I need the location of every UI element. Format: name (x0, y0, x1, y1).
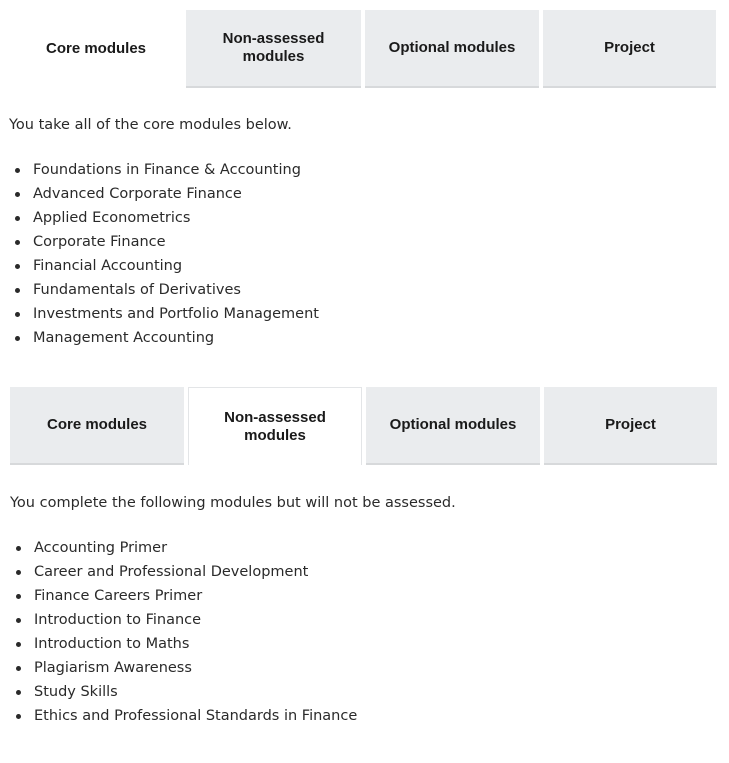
list-item (9, 278, 319, 302)
tab-optional-modules[interactable] (366, 387, 540, 465)
bullet-icon (15, 192, 20, 197)
module-name: Study Skills (34, 684, 118, 700)
module-name: Career and Professional Development (34, 564, 309, 580)
tab-label: Core modules (45, 40, 147, 57)
module-name: Introduction to Finance (34, 612, 202, 628)
module-name: Corporate Finance (33, 234, 166, 250)
module-name: Management Accounting (33, 330, 215, 346)
bullet-icon (15, 240, 20, 245)
module-name: Ethics and Professional Standards in Finance (34, 708, 358, 724)
tab-optional-modules[interactable] (365, 10, 539, 88)
module-name: Advanced Corporate Finance (33, 186, 242, 202)
list-item (9, 302, 319, 326)
tab-non-assessed-modules[interactable] (186, 10, 361, 88)
list-item (9, 158, 319, 182)
panel-intro-text: You complete the following modules but will not be assessed. (10, 495, 456, 511)
list-item (10, 680, 357, 704)
module-name: Accounting Primer (34, 540, 168, 556)
tab-project[interactable] (543, 10, 716, 88)
tab-project[interactable] (544, 387, 717, 465)
list-item (10, 656, 357, 680)
bullet-icon (16, 618, 21, 623)
bullet-icon (15, 288, 20, 293)
list-item (9, 254, 319, 278)
tab-label: Optional modules (388, 39, 516, 56)
tab-non-assessed-modules[interactable] (188, 387, 362, 465)
module-name: Introduction to Maths (34, 636, 190, 652)
module-name: Foundations in Finance & Accounting (33, 162, 301, 178)
panel-intro-text: You take all of the core modules below. (9, 117, 292, 133)
module-name: Applied Econometrics (33, 210, 191, 226)
bullet-icon (16, 666, 21, 671)
bullet-icon (15, 264, 20, 269)
tab-label: Non-assessed modules (224, 408, 326, 444)
tab-core-modules[interactable] (10, 387, 184, 465)
bullet-icon (15, 216, 20, 221)
list-item (9, 182, 319, 206)
list-item (10, 608, 357, 632)
list-item (10, 536, 357, 560)
tab-bar (10, 387, 719, 467)
module-name: Fundamentals of Derivatives (33, 282, 241, 298)
list-item (9, 206, 319, 230)
bullet-icon (16, 690, 21, 695)
bullet-icon (15, 312, 20, 317)
module-name: Investments and Portfolio Management (33, 306, 319, 322)
list-item (10, 584, 357, 608)
core-modules-list (9, 158, 319, 350)
module-name: Finance Careers Primer (34, 588, 203, 604)
module-name: Financial Accounting (33, 258, 183, 274)
tab-label: Project (605, 416, 656, 433)
tab-label: Core modules (46, 416, 148, 433)
tab-bar (9, 10, 718, 90)
bullet-icon (15, 336, 20, 341)
bullet-icon (16, 642, 21, 647)
list-item (10, 632, 357, 656)
bullet-icon (15, 168, 20, 173)
bullet-icon (16, 546, 21, 551)
tab-label: Non-assessed modules (222, 30, 325, 65)
list-item (9, 230, 319, 254)
list-item (9, 326, 319, 350)
tab-label: Project (604, 39, 655, 56)
non-assessed-modules-list (10, 536, 357, 728)
list-item (10, 704, 357, 728)
tab-label: Optional modules (389, 416, 517, 433)
bullet-icon (16, 714, 21, 719)
tab-core-modules[interactable] (9, 10, 183, 88)
module-name: Plagiarism Awareness (34, 660, 192, 676)
bullet-icon (16, 570, 21, 575)
bullet-icon (16, 594, 21, 599)
list-item (10, 560, 357, 584)
